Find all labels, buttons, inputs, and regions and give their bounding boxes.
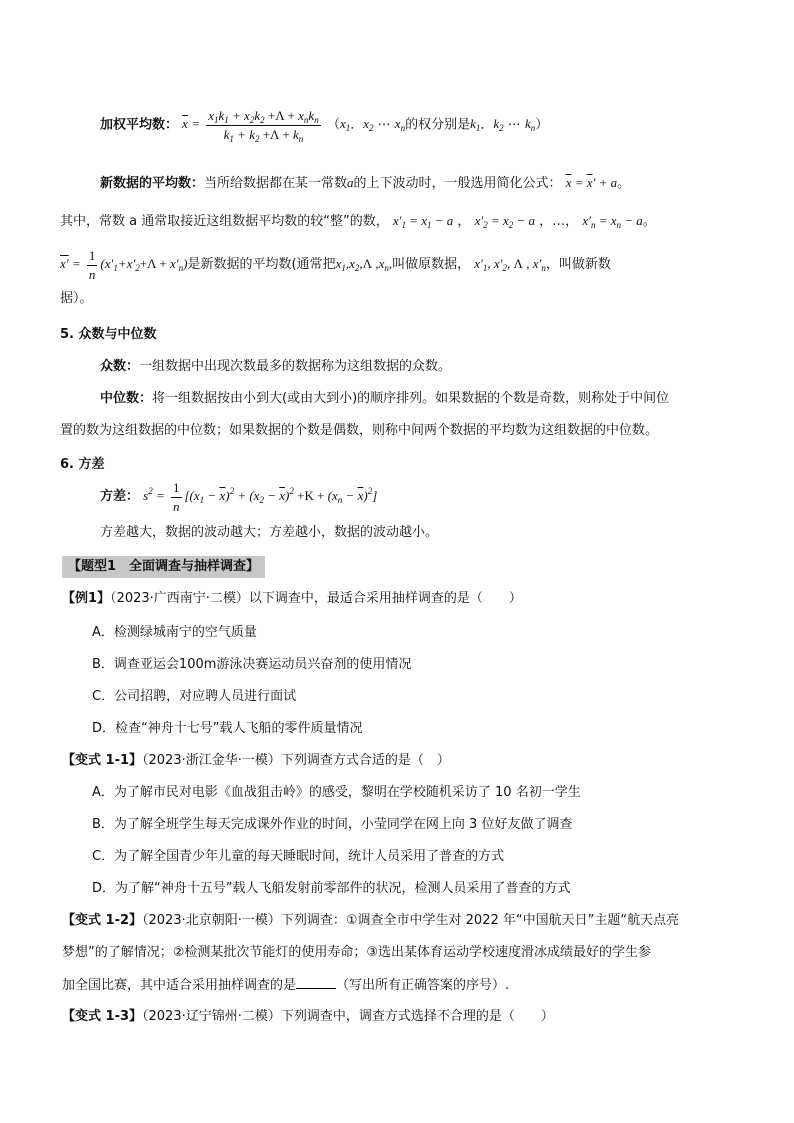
explain1-ellipsis: …， [552, 214, 579, 229]
explain2-end: 叫做新数 [558, 257, 611, 272]
variant11-option-c: C．为了解全国青少年儿童的每天睡眠时间，统计人员采用了普查的方式 [92, 849, 505, 864]
weighted-note-open: （ [326, 117, 340, 133]
section6-heading: 6. 方差 [60, 457, 105, 472]
variant13-stem [62, 1008, 554, 1026]
example1-option-d: D．检查“神舟十七号”载人飞船的零件质量情况 [92, 721, 363, 736]
median-text: 将一组数据按由小到大(或由大到小)的顺序排列。如果数据的个数是奇数，则称处于中间位 [152, 391, 670, 406]
variant11-option-d: D．为了解“神舟十五号”载人飞船发射前零部件的状况，检测人员采用了普查的方式 [92, 881, 571, 896]
example1-tag: 【例1】 [62, 591, 111, 606]
new-mean-label: 新数据的平均数： [100, 176, 205, 191]
variant11-stem [62, 752, 450, 770]
variant11-source: （2023·浙江金华·一模） [142, 753, 281, 768]
variant11-question: 下列调查方式合适的是（ ） [280, 753, 450, 768]
weighted-note-close: ） [535, 117, 549, 133]
variance-note: 方差越大，数据的波动越大；方差越小，数据的波动越小。 [100, 525, 439, 540]
explain2-line: x′ = $\frac{1}{n}$ $(x'_1+x'_2+\Lambda + x'_n)$是新数据的平均数(通常把$x_1,x_2,\Lambda$ $,x_n$,叫做原数据， $x'_1$, $x'_2$, Λ , $x'_n$，叫做新数 [60, 247, 611, 282]
variance-formula: $s^2$ = $\frac{1}{n}$ $[(x_1 - \overline{x})^2 + (x_2 - \overline{x})^2 +K + (x_n - \overline{x})^2]$ [143, 479, 378, 514]
example1-source: （2023·广西南宁·二模） [110, 591, 249, 606]
variance-label: 方差： [100, 489, 140, 504]
variant11-option-a: A．为了解市民对电影《血战狙击岭》的感受，黎明在学校随机采访了 10 名初一学生 [92, 785, 581, 800]
example1-option-a: A．检测绿城南宁的空气质量 [92, 625, 257, 640]
mode-line [100, 358, 451, 376]
variant12-text3b: （写出所有正确答案的序号）. [336, 978, 510, 993]
variant12-source: （2023·北京朝阳·一模） [142, 913, 281, 928]
variant12-tag: 【变式 1-2】 [62, 913, 143, 928]
example1-question: 以下调查中，最适合采用抽样调查的是（ ） [248, 591, 522, 606]
example1-option-b: B．调查亚运会100m游泳决赛运动员兴奋剂的使用情况 [92, 657, 412, 672]
new-mean-end: 。 [617, 176, 631, 191]
variant13-tag: 【变式 1-3】 [62, 1009, 143, 1024]
example1-stem [62, 590, 522, 608]
new-mean-line: 新数据的平均数：当所给数据都在某一常数a的上下波动时，一般选用简化公式： $\overline{x} = \overline{x}' + a$。 [100, 175, 631, 191]
mode-text: 一组数据中出现次数最多的数据称为这组数据的众数。 [139, 359, 452, 374]
example1-option-c: C．公司招聘，对应聘人员进行面试 [92, 689, 297, 704]
weighted-mean-label: 加权平均数： [100, 117, 179, 133]
variant13-source: （2023·辽宁锦州·二模） [142, 1009, 281, 1024]
variant12-line1 [62, 912, 679, 930]
variant11-tag: 【变式 1-1】 [62, 753, 143, 768]
explain2-text: 是新数据的平均数(通常把 [187, 257, 336, 272]
weighted-note-mid: 的权分别是 [405, 117, 471, 133]
explain2-mid: 叫做原数据， [392, 257, 471, 272]
topic-banner: 【题型1 全面调查与抽样调查】 [62, 556, 265, 578]
answer-blank[interactable] [296, 976, 336, 989]
explain1-line: 其中，常数 a 通常取接近这组数据平均数的较“整”的数， $x'_1 = x_1 - a$ ， $x'_2 = x_2 - a$ ，…， $x'_n = x_n - a$。 [60, 213, 656, 230]
variant13-question: 下列调查中，调查方式选择不合理的是（ ） [280, 1009, 554, 1024]
new-mean-text: 当所给数据都在某一常数 [204, 176, 348, 191]
weighted-mean-formula: $\overline{x}$ = $\frac{x_1k_1 + x_2k_2 +\Lambda + x_nk_n}{k_1 + k_2 +\Lambda + k_n}$ [182, 108, 319, 144]
mode-label: 众数： [100, 359, 140, 374]
median-line [100, 390, 669, 408]
weighted-mean-line: 加权平均数： $\overline{x}$ = $\frac{x_1k_1 + x_2k_2 +\Lambda + x_nk_n}{k_1 + k_2 +\Lambda + k_n}$ （$x_1$．$x_2$ ⋯ $x_n$的权分别是$k_1$．$k_2$ ⋯ $k_n$） [100, 108, 549, 144]
median-line2: 置的数为这组数据的中位数；如果数据的个数是偶数，则称中间两个数据的平均数为这组数据的中位数。 [60, 423, 659, 438]
variant11-option-b: B．为了解全班学生每天完成课外作业的时间，小莹同学在网上向 3 位好友做了调查 [92, 817, 573, 832]
explain2-cont: 据）。 [60, 291, 93, 306]
new-mean-text2: 的上下波动时，一般选用简化公式： [353, 176, 562, 191]
variance-line [100, 478, 377, 515]
variant12-line2: 梦想”的了解情况；②检测某批次节能灯的使用寿命；③选出某体育运动学校速度滑冰成绩最好的学生参 [62, 945, 652, 960]
simplified-formula: $\overline{x} = \overline{x}' + a$ [565, 175, 618, 190]
variant12-text1: 下列调查：①调查全市中学生对 2022 年“中国航天日”主题“航天点亮 [280, 913, 680, 928]
median-label: 中位数： [100, 391, 153, 406]
variant12-text3a: 加全国比赛，其中适合采用抽样调查的是 [62, 978, 297, 993]
explain1-text: 其中，常数 a 通常取接近这组数据平均数的较“整”的数， [60, 214, 389, 229]
section5-heading: 5. 众数与中位数 [60, 327, 157, 342]
variant12-line3 [62, 976, 509, 995]
